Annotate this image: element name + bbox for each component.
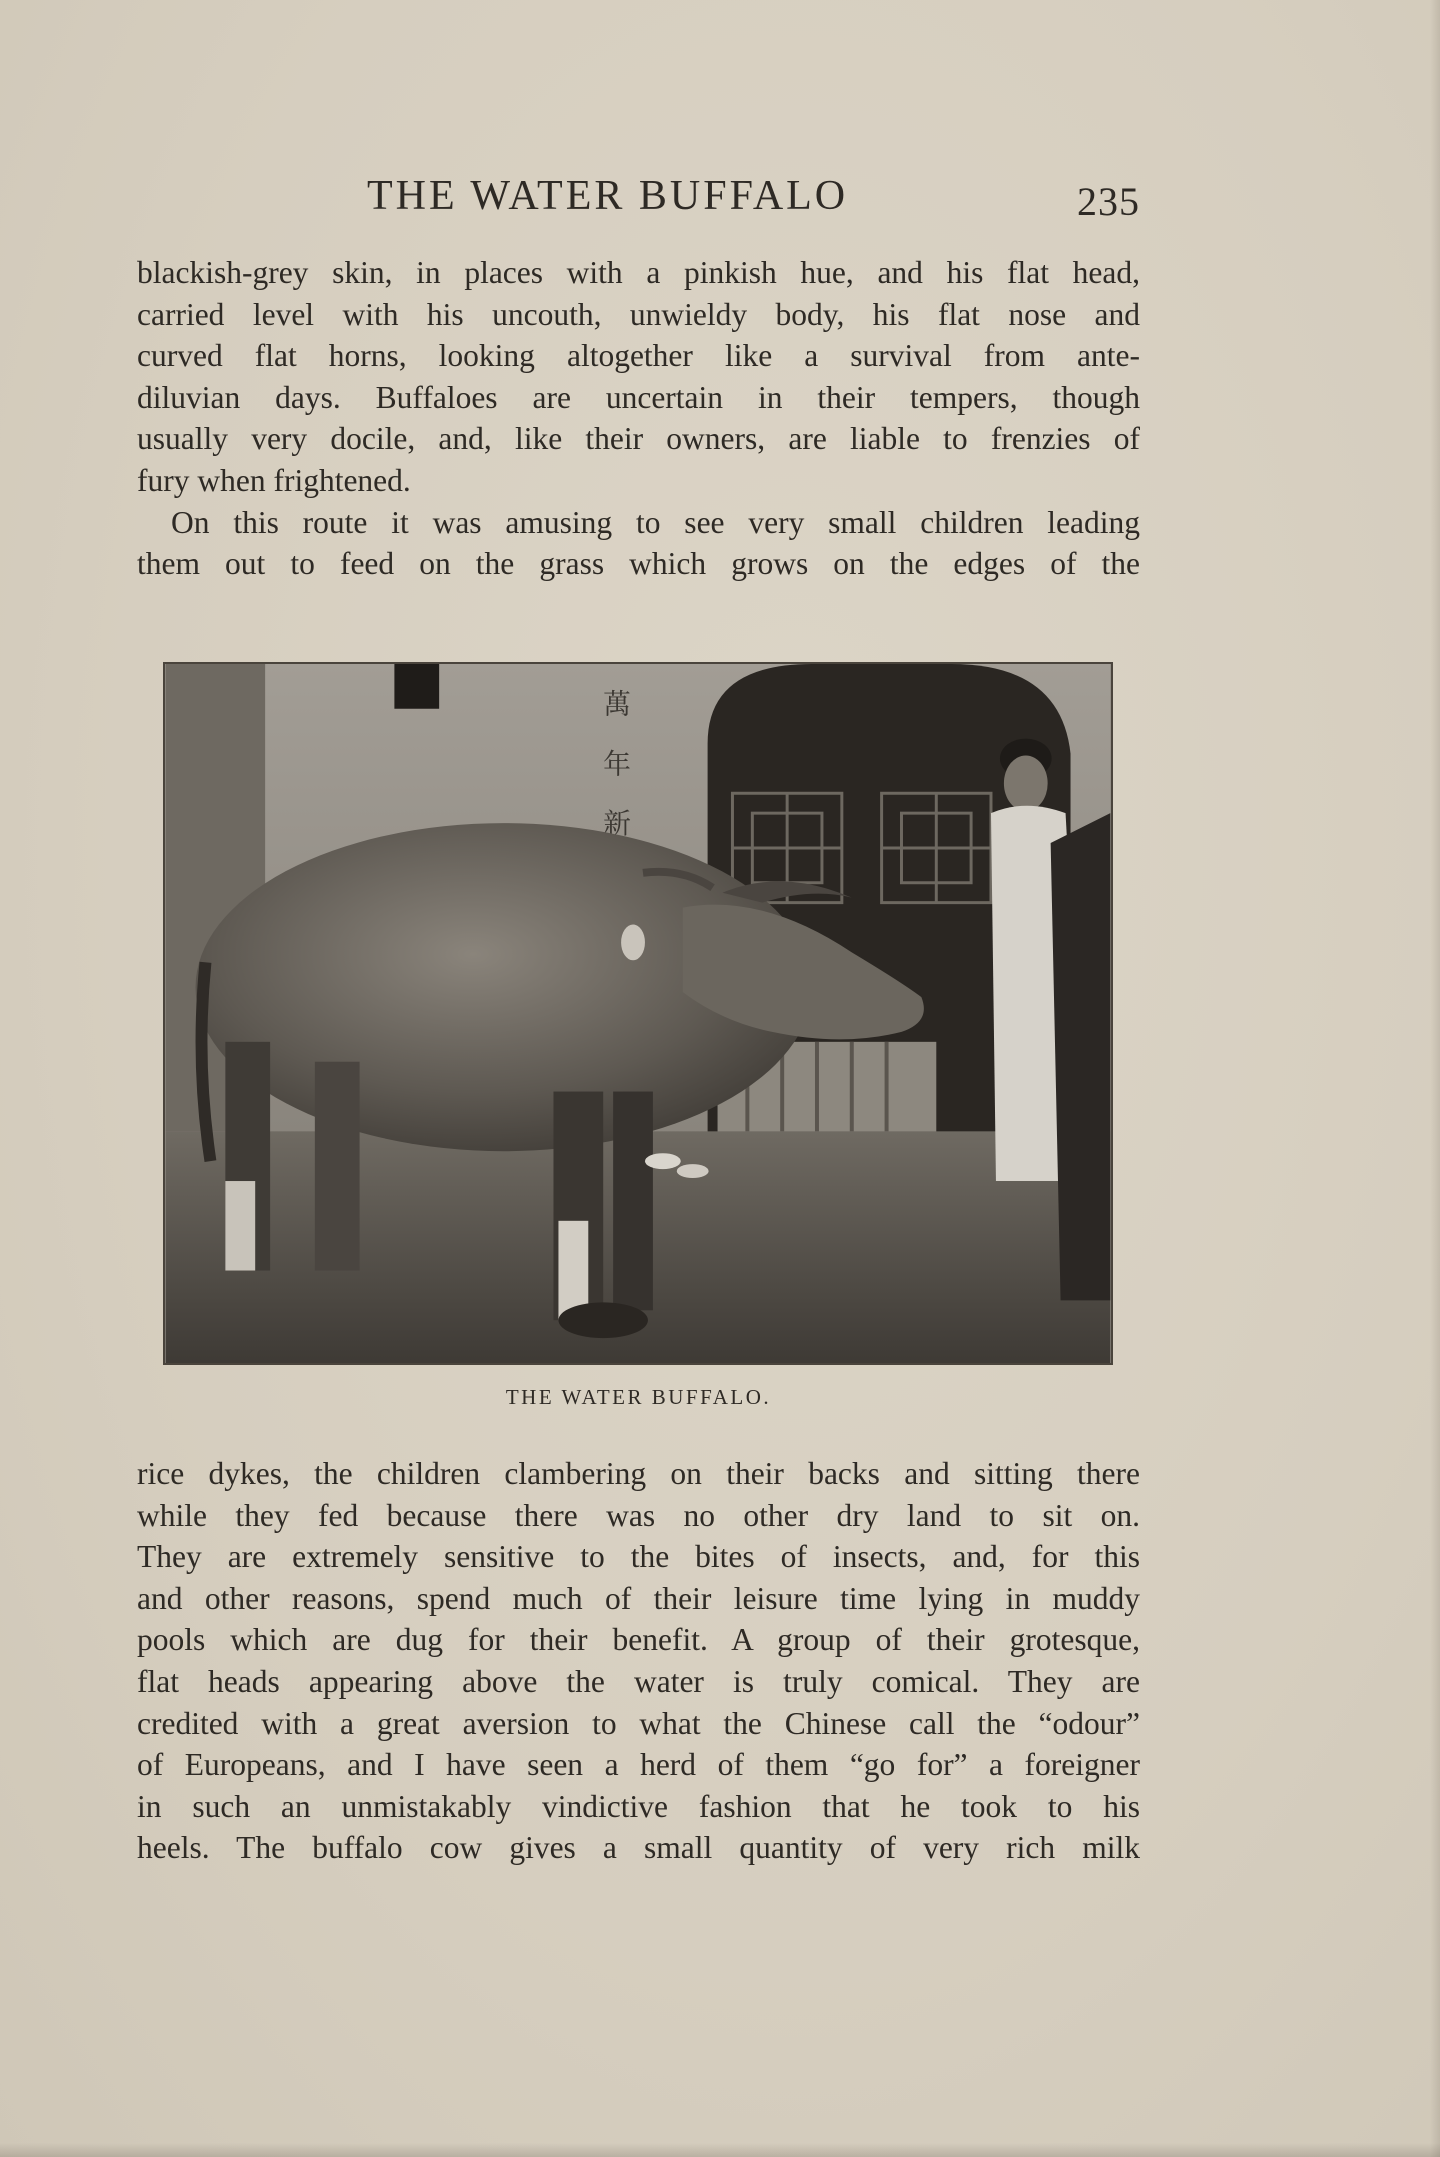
- running-title: THE WATER BUFFALO: [367, 173, 849, 219]
- shoe-shape: [677, 1164, 709, 1178]
- page-number: 235: [1077, 179, 1140, 224]
- water-buffalo-photograph: [163, 662, 1113, 1365]
- text-block-top: [137, 252, 1140, 585]
- running-head: [137, 172, 1140, 232]
- paragraph-1-line: usually very docile, and, like their owners, are liable to frenzies of: [137, 421, 1140, 457]
- paragraph-3-line: pools which are dug for their benefit. A group of their grotesque,: [137, 1622, 1140, 1658]
- text-block-bottom: [137, 1453, 1140, 1869]
- paragraph-1-line: diluvian days. Buffaloes are uncertain in their tempers, though: [137, 379, 1140, 415]
- paragraph-3-line: while they fed because there was no other dry land to sit on.: [137, 1497, 1140, 1533]
- paragraph-3-line: of Europeans, and I have seen a herd of them “go for” a foreigner: [137, 1747, 1140, 1783]
- shoe-shape: [645, 1153, 681, 1169]
- paragraph-2-line: On this route it was amusing to see very small children leading: [171, 504, 1140, 540]
- paragraph-3-line: and other reasons, spend much of their leisure time lying in muddy: [137, 1580, 1140, 1616]
- sign-character: 年: [603, 747, 632, 781]
- window-shape: [394, 664, 439, 709]
- sign-characters: [603, 688, 631, 840]
- paragraph-3-line: credited with a great aversion to what the Chinese call the “odour”: [137, 1705, 1140, 1741]
- photo-illustration: [165, 664, 1111, 1363]
- paragraph-3-line: flat heads appearing above the water is truly comical. They are: [137, 1663, 1140, 1699]
- paragraph-1-line: blackish-grey skin, in places with a pinkish hue, and his flat head,: [137, 255, 1140, 290]
- paragraph-1-line: curved flat horns, looking altogether like a survival from ante-: [137, 338, 1140, 374]
- paragraph-3-line: heels. The buffalo cow gives a small quantity of very rich milk: [137, 1830, 1140, 1866]
- paragraph-3-line: They are extremely sensitive to the bites of insects, and, for this: [137, 1539, 1140, 1575]
- sign-character: 萬: [603, 687, 632, 721]
- sign-character: 新: [603, 807, 632, 841]
- page-edge-shadow-right: [1430, 0, 1440, 2157]
- page-edge-shadow-bottom: [0, 2143, 1440, 2157]
- paragraph-3-line: in such an unmistakably vindictive fashion that he took to his: [137, 1788, 1140, 1824]
- paragraph-1-line: carried level with his uncouth, unwieldy body, his flat nose and: [137, 296, 1140, 332]
- paragraph-2-line: them out to feed on the grass which grows on the edges of the: [137, 546, 1140, 582]
- paragraph-1-line: fury when frightened.: [137, 462, 411, 498]
- figure-caption: THE WATER BUFFALO.: [505, 1385, 772, 1409]
- paragraph-3-line: rice dykes, the children clambering on their backs and sitting there: [137, 1456, 1140, 1491]
